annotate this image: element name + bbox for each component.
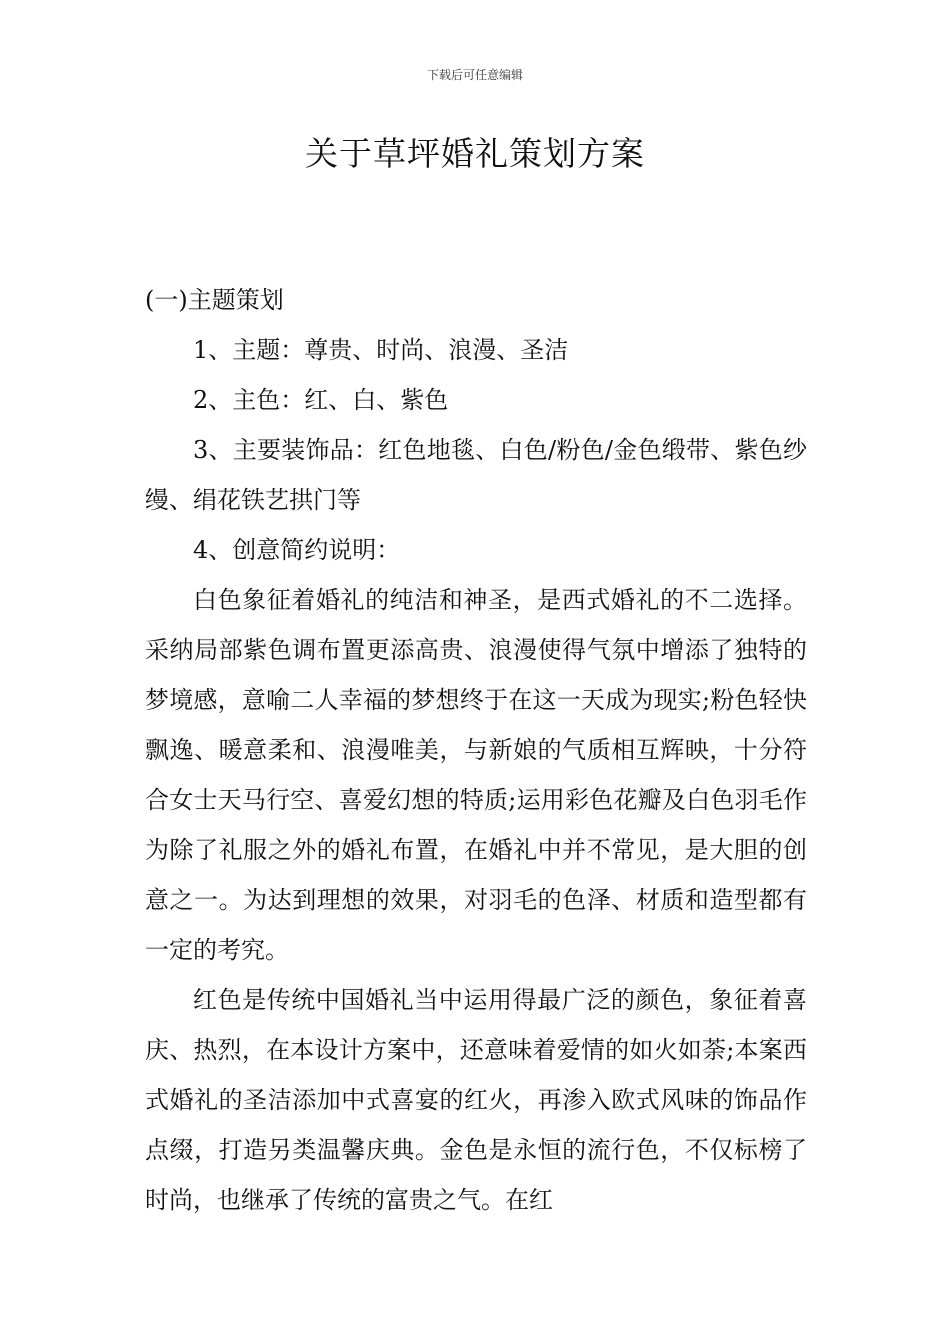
document-title: 关于草坪婚礼策划方案 <box>305 134 645 173</box>
document-body <box>145 275 807 1225</box>
section-heading: (一)主题策划 <box>145 286 284 314</box>
list-item-creative-summary: 4、创意简约说明： <box>193 536 401 564</box>
list-item-main-color: 2、主色：红、白、紫色 <box>193 386 449 414</box>
paragraph-red-color: 红色是传统中国婚礼当中运用得最广泛的颜色，象征着喜庆、热烈，在本设计方案中，还意味着爱情的如火如荼;本案西式婚礼的圣洁添加中式喜宴的红火，再渗入欧式风味的饰品作点缀，打造另类温馨庆典。金色是永恒的流行色，不仅标榜了时尚，也继承了传统的富贵之气。在红 <box>145 986 807 1214</box>
list-item-theme: 1、主题：尊贵、时尚、浪漫、圣洁 <box>193 336 569 364</box>
list-item-decorations: 3、主要装饰品：红色地毯、白色/粉色/金色缎带、紫色纱缦、绢花铁艺拱门等 <box>145 436 807 514</box>
paragraph-white-color: 白色象征着婚礼的纯洁和神圣，是西式婚礼的不二选择。采纳局部紫色调布置更添高贵、浪漫使得气氛中增添了独特的梦境感，意喻二人幸福的梦想终于在这一天成为现实;粉色轻快飘逸、暖意柔和、浪漫唯美，与新娘的气质相互辉映，十分符合女士天马行空、喜爱幻想的特质;运用彩色花瓣及白色羽毛作为除了礼服之外的婚礼布置，在婚礼中并不常见，是大胆的创意之一。为达到理想的效果，对羽毛的色泽、材质和造型都有一定的考究。 <box>145 586 807 964</box>
header-note: 下载后可任意编辑 <box>426 68 523 82</box>
